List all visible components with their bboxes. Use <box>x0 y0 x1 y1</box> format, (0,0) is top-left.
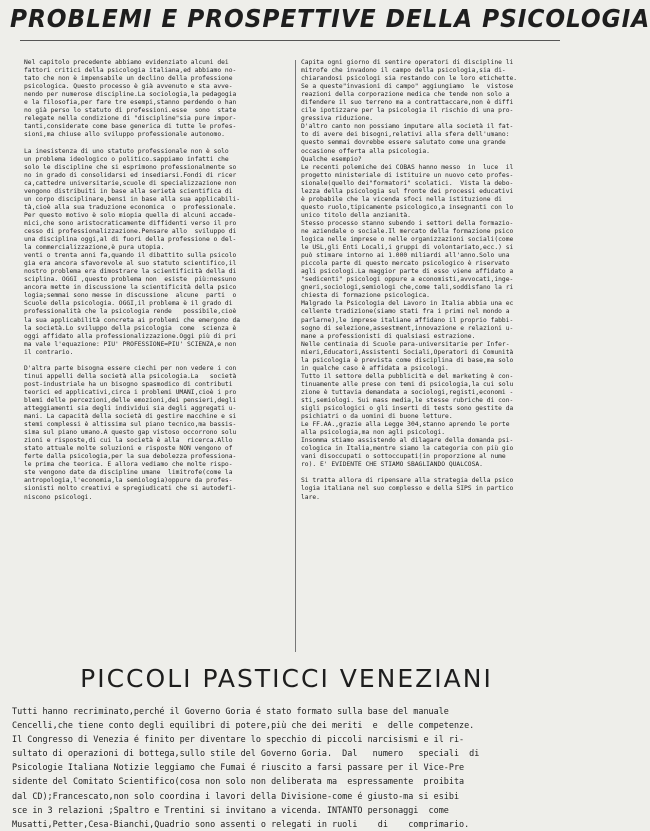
section-title: PICCOLI PASTICCI VENEZIANI <box>80 664 493 693</box>
title-underline <box>20 40 560 41</box>
section-body: Tutti hanno recriminato,perché il Governo Goria é stato formato sulla base del manuale Cencelli,che tiene conto degli equilibri di potere,più che dei meriti e delle competenze. Il Congresso di Venezia é finito per diventare lo specchio di piccoli narcisismi e il ri- sultato di operazioni di bottega,sullo stile del Governo Goria. Dal numero speciali di Psicologie Italiana Notizie leggiamo che Fumai é riuscito a farsi passare per il Vice-Pre sidente del Comitato Scientifico(cosa non solo non deliberata ma espressamente proibita dal CD);Francescato,non solo coordina i lavori della Divisione-come é giusto-ma si esibi sce in 3 relazioni ;Spaltro e Trentini si invitano a vicenda. INTANTO personaggi come Musatti,Petter,Cesa-Bianchi,Quadrio sono assenti o relegati in ruoli di comprimario. <box>12 706 480 829</box>
article-title: PROBLEMI E PROSPETTIVE DELLA PSICOLOGIA <box>10 4 650 33</box>
article-right-column: Capita ogni giorno di sentire operatori di discipline li mitrofe che invadono il campo della psicologia,sia di- chiarandosi psicologi sia restando con le loro etichette. Se a queste"invasioni di campo" aggiungiamo le vistose reazioni della corporazione medica che tende non solo a difendere il suo terreno ma a contrattaccare,non è diffi cile ipotizzare per la psicologia il rischio di una pro- gressiva riduzione. D'altro canto non possiamo imputare alla società il fat- to di avere dei bisogni,relativi alla sfera dell'umano: questo semmai dovrebbe essere salutato come una grande occasione offerta alla psicologia. Qualche esempio? Le recenti polemiche dei COBAS hanno messo in luce il progetto ministeriale di istituire un nuovo ceto profes- sionale(quello dei"formatori" scolatici. Vista la debo- lezza della psicologia sul fronte dei processi educativi è probabile che la vicenda sfoci nella istituzione di questo ruolo,tipicamente psicologico,a insegnanti con lo unico titolo della anzianità. Stesso processo stanno subendo i settori della formazio- ne aziendale o sociale.Il mercato della formazione psico logica nelle imprese o nelle organizzazioni sociali(come le USL,gli Enti Locali,i gruppi di volontariato,ecc.) si può stimare intorno ai 1.000 miliardi all'anno.Solo una piccola parte di questo mercato psicologico è riservato agli psicologi.La maggior parte di esso viene affidato a "sedicenti" psicologi oppure a economisti,avvocati,inge- gneri,sociologi,semiologi che,come tali,soddisfano la ri chiesta di formazione psicologica. Malgrado la Psicologia del Lavoro in Italia abbia una ec cellente tradizione(siamo stati fra i primi nel mondo a parlarne),le imprese italiane affidano il proprio fabbi- sogno di selezione,assestment,innovazione e relazioni u- mane a professionisti di qualsiasi estrazione. Nelle centinaia di Scuole para-universitarie per Infer- mieri,Educatori,Assistenti Sociali,Operatori di Comunità la psicologia è prevista come disciplina di base,ma solo in qualche caso è affidata a psicologi. Tutto il settore della pubblicità e del marketing è con- tinuamente alle prese con temi di psicologia,la cui solu zione è tuttavia demandata a sociologi,registi,economi - sti,semiologi. Sui mass media,le stesse rubriche di con- sigli psicologici o gli inserti di tests sono gestite da psichiatri o da uomini di buone letture. Le FF.AA.,grazie alla Legge 304,stanno aprendo le porte alla psicologia,ma non agli psicologi. Insomma stiamo assistendo al dilagare della domanda psi- cologica in Italia,mentre siamo la categoria con più gio vani disoccupati o sottoccupati(in proporzione al nume ro). E' EVIDENTE CHE STIAMO SBAGLIANDO QUALCOSA. Si tratta allora di ripensare alla strategia della psico logia italiana nel suo complesso e della SIPS in partico lare. <box>301 59 518 501</box>
article-left-column: Nel capitolo precedente abbiamo evidenziato alcuni dei fattori critici della psicologia italiana,ed abbiamo no- tato che non è impensabile un declino della professione psicologica. Questo processo è già avvenuto e sta avve- nendo per numerose discipline.La sociologia,la pedagogia e la filosofia,per fare tre esempi,stanno perdendo o han no già perso lo statuto di professioni.esse sono state relegate nella condizione di "discipline"sia pure impor- tanti,considerate come base generica di tutte le profes- sioni,ma chiuse allo sviluppo professionale autonomo. La inesistenza di uno statuto professionale non è solo un problema ideologico o politico.sappiamo infatti che solo le discipline che si esprimono professionalmente so no in grado di consolidarsi ed insediarsi.Fondi di ricer ca,cattedre universitarie,scuole di specializzazione non vengono distribuiti in base alla serietà scientifica di un corpo disciplinare,bensì in base alla sua applicabili- tà,cioè alla sua traduzione economica o professionale. Per questo motivo è solo miopia quella di alcuni accade- mici,che sono aristocraticamente diffidenti verso il pro cesso di professionalizzazione.Pensare allo sviluppo di una disciplina oggi,al di fuori della professione o del- la commercializzazione,è pura utopia. venti o trenta anni fa,quando il dibattito sulla psicolo gia era ancora sfavorevole al suo statuto scientifico,il nostro problema era dimostrare la scientificità della di sciplina. OGGI ,questo problema non esiste più:nessuno ancora mette in discussione la scientificità della psico logia;semmai sono messe in discussione alcune parti o Scuole della psicologia. OGGI,il problema è il grado di professionalità che la psicologia rende possibile,cioè la sua applicabilità concreta ai problemi che emergono da la società.Lo sviluppo della psicologia come scienza è oggi affidato alla professionalizzazione.Oggi più di pri ma vale l'equazione: PIU' PROFESSIONE=PIU' SCIENZA,e non il contrario. D'altra parte bisogna essere ciechi per non vedere i con tinui appelli della società alla psicologia.La società post-industriale ha un bisogno spasmodico di contributi teorici ed applicativi,circa i problemi UMANI,cioè i pro blemi delle percezioni,delle emozioni,dei pensieri,degli atteggiamenti sia degli individui sia degli aggregati u- mani. La capacità della società di gestire macchine e si stemi complessi è altissima sul piano tecnico,ma bassis- sima sul piano umano.A questo gap vistoso occorrono solu zioni e risposte,di cui la società è alla ricerca.Allo stato attuale molte soluzioni e risposte NON vengono of ferte dalla psicologia,per la sua debolezza professiona- le prima che teorica. E allora vediamo che molte rispo- ste vengono date da discipline umane limitrofe(come la antropologia,l'economia,la semiologia)oppure da profes- sionisti molto creativi e spregiudicati che si autodefi- niscono psicologi. <box>24 59 241 501</box>
column-divider <box>295 60 296 652</box>
